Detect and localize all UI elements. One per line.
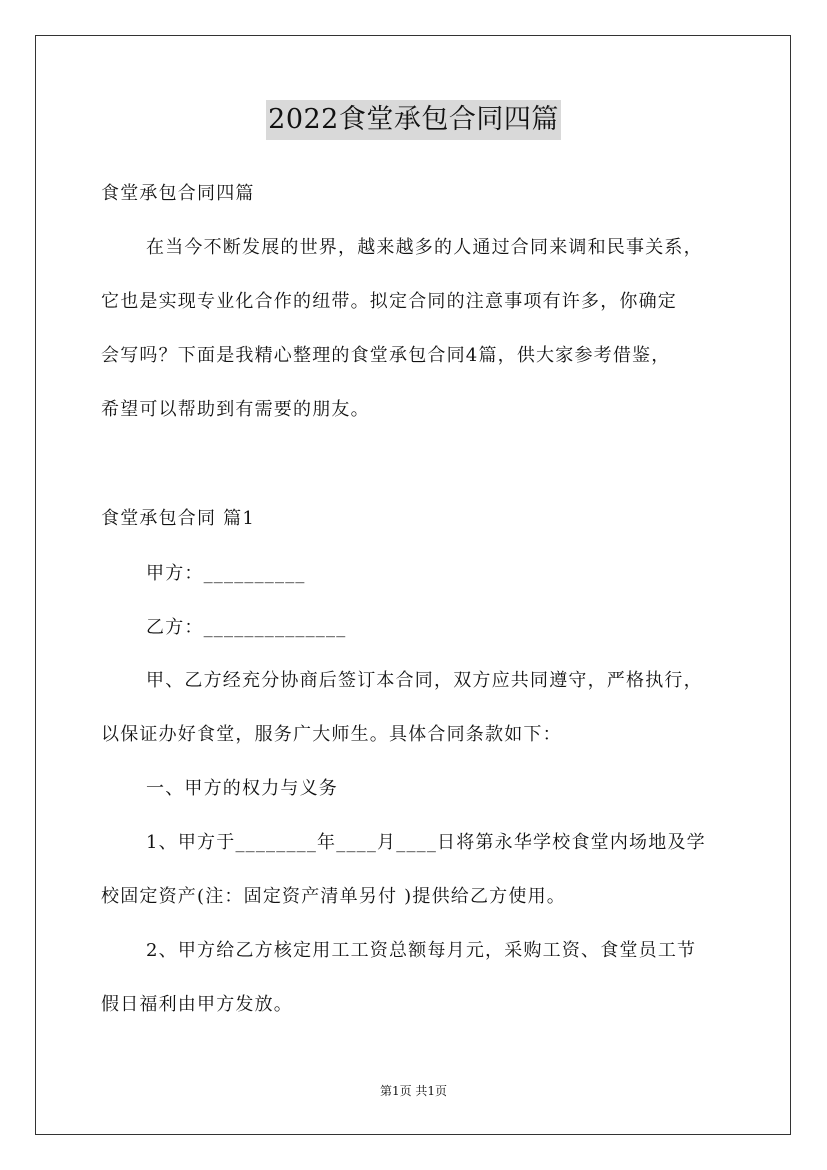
clause-2-line-1: 2、甲方给乙方核定用工工资总额每月元，采购工资、食堂员工节 — [146, 940, 697, 961]
clause-heading: 一、甲方的权力与义务 — [146, 778, 338, 799]
title-wrap — [0, 100, 827, 140]
agreement-line-1: 甲、乙方经充分协商后签订本合同，双方应共同遵守，严格执行， — [146, 670, 703, 691]
party-b: 乙方：______________ — [146, 617, 347, 638]
document-subtitle: 食堂承包合同四篇 — [101, 183, 255, 204]
clause-2-line-2: 假日福利由甲方发放。 — [101, 994, 293, 1015]
clause-1-line-2: 校固定资产(注：固定资产清单另付 )提供给乙方使用。 — [101, 886, 566, 907]
intro-line-2: 它也是实现专业化合作的纽带。拟定合同的注意事项有许多，你确定 — [101, 291, 677, 312]
intro-line-4: 希望可以帮助到有需要的朋友。 — [101, 399, 370, 420]
clause-1-line-1: 1、甲方于________年____月____日将第永华学校食堂内场地及学 — [146, 832, 706, 853]
section-heading: 食堂承包合同 篇1 — [101, 508, 255, 529]
page-footer: 第1页 共1页 — [379, 1084, 448, 1098]
intro-line-1: 在当今不断发展的世界，越来越多的人通过合同来调和民事关系， — [146, 237, 703, 258]
document-title: 2022食堂承包合同四篇 — [266, 100, 561, 140]
intro-line-3: 会写吗？下面是我精心整理的食堂承包合同4篇，供大家参考借鉴， — [101, 345, 671, 366]
agreement-line-2: 以保证办好食堂，服务广大师生。具体合同条款如下： — [101, 724, 562, 745]
party-a: 甲方：__________ — [146, 563, 306, 584]
